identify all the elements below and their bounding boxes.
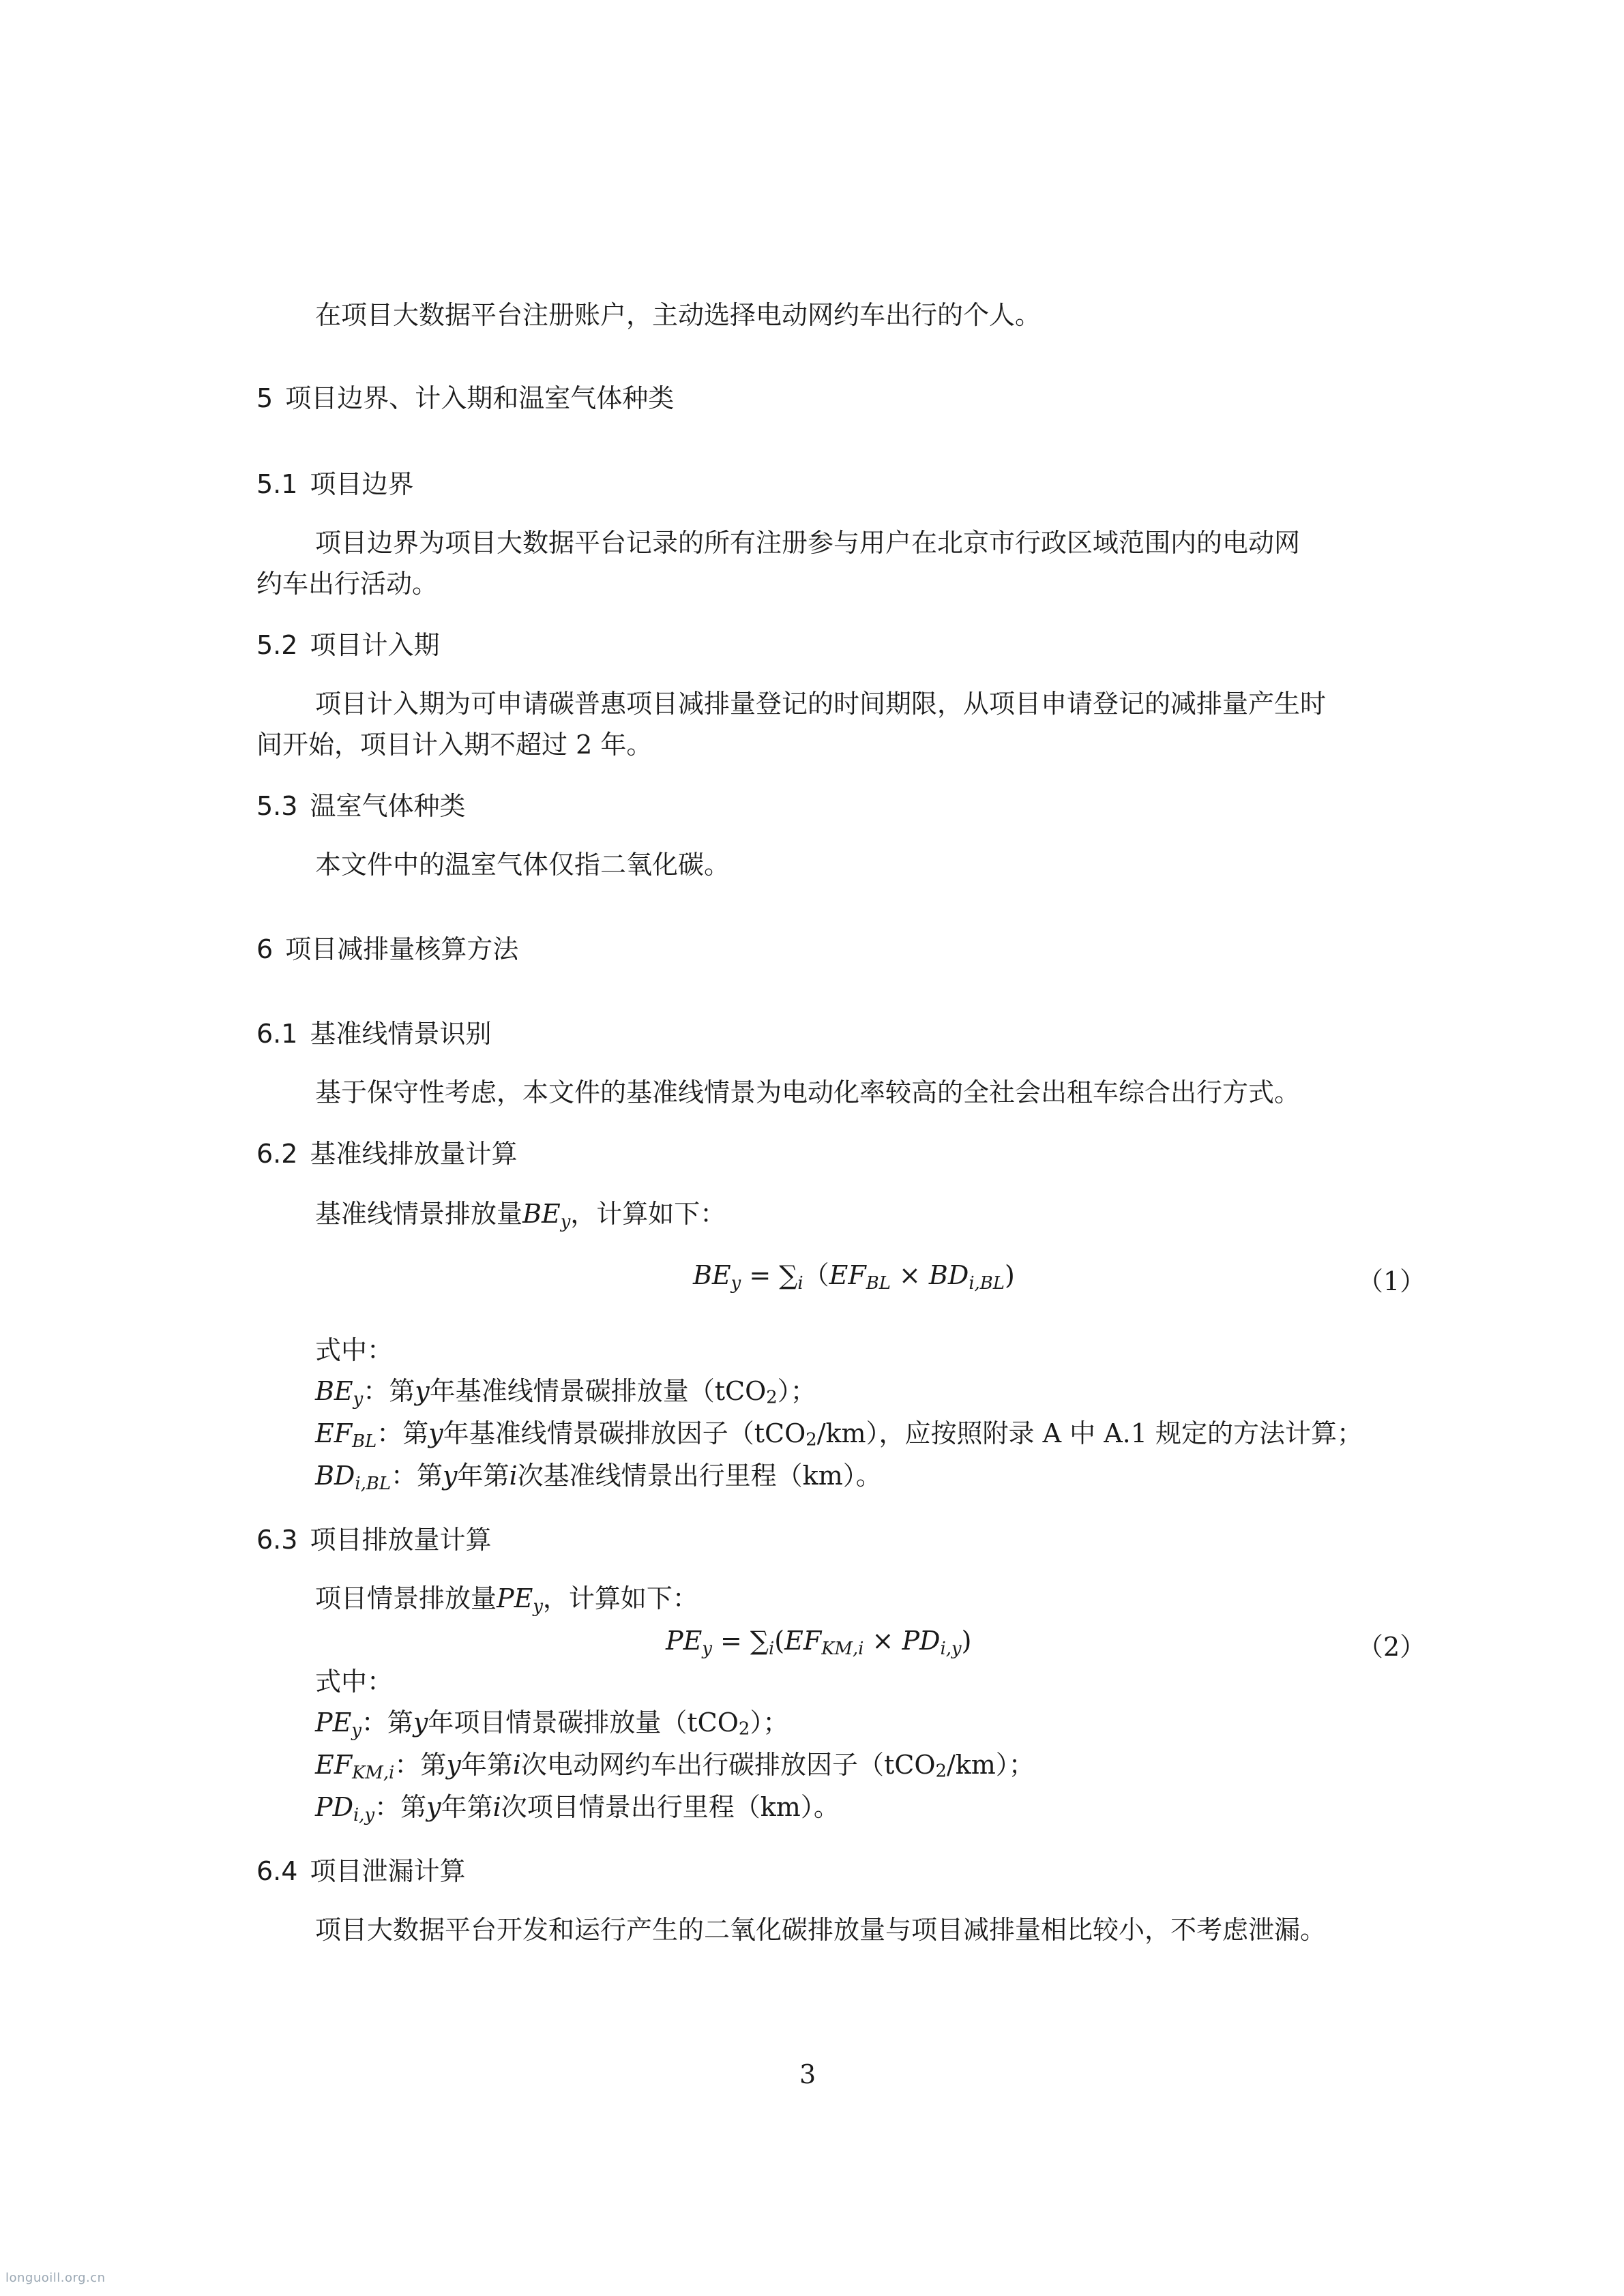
def-text: 年第	[457, 1461, 510, 1491]
eq-distance: PD	[902, 1626, 941, 1656]
def-variable: BD	[315, 1461, 355, 1491]
eq-distance-sub: i,y	[940, 1639, 962, 1660]
def-y: y	[446, 1750, 461, 1780]
section-title: 项目减排量核算方法	[285, 934, 519, 964]
def-variable: EF	[315, 1750, 353, 1780]
def-i: i	[492, 1792, 501, 1822]
section-5-heading	[256, 383, 674, 415]
eq-factor-sub: KM,i	[821, 1639, 864, 1660]
def-y: y	[443, 1461, 458, 1491]
eq-factor: EF	[784, 1626, 822, 1656]
section-number: 5.2	[256, 630, 298, 660]
equation-2	[666, 1626, 972, 1660]
def-text: 次基准线情景出行里程（km）。	[517, 1461, 882, 1491]
section-6-4-heading	[256, 1856, 465, 1888]
def-text: ：第	[391, 1461, 443, 1491]
eq-lhs-sub: y	[702, 1639, 712, 1660]
eq-distance-sub: i,BL	[969, 1273, 1005, 1294]
section-title: 项目排放量计算	[310, 1525, 492, 1555]
def-text: ：第	[363, 1376, 415, 1406]
def-subscript: KM,i	[352, 1763, 395, 1784]
eq-lhs: PE	[666, 1626, 703, 1656]
def-variable: PE	[315, 1708, 352, 1738]
eq-lhs-sub: y	[730, 1273, 741, 1294]
def-text: ：第	[377, 1418, 429, 1448]
def-text: 年项目情景碳排放量（tCO	[428, 1708, 739, 1738]
co2-subscript: 2	[806, 1429, 817, 1450]
section-title: 基准线排放量计算	[310, 1139, 518, 1169]
def-variable: BE	[315, 1376, 353, 1406]
def-text: 年基准线情景碳排放量（tCO	[429, 1376, 767, 1406]
section-number: 6.1	[256, 1019, 298, 1049]
def-y: y	[415, 1376, 430, 1406]
def-text: /km），应按照附录 A 中 A.1 规定的方法计算；	[816, 1418, 1363, 1448]
definition-be	[315, 1376, 816, 1410]
section-title: 项目泄漏计算	[310, 1856, 466, 1886]
section-5-1-heading	[256, 469, 413, 501]
section-5-1-line-2: 约车出行活动。	[256, 569, 439, 599]
definition-pe	[315, 1708, 789, 1742]
section-5-3-heading	[256, 791, 465, 822]
section-title: 温室气体种类	[310, 791, 466, 821]
equation-1	[693, 1260, 1015, 1292]
definition-bd	[315, 1461, 882, 1495]
def-text: 年基准线情景碳排放因子（tCO	[443, 1418, 806, 1448]
def-text: 年第	[460, 1750, 513, 1780]
project-intro	[315, 1583, 698, 1615]
eq-sum: = ∑	[741, 1260, 798, 1290]
def-y: y	[426, 1792, 441, 1822]
eq-paren: （	[803, 1260, 829, 1290]
definition-ef-km	[315, 1750, 1035, 1784]
def-subscript: i,BL	[355, 1474, 392, 1495]
intro-paragraph: 在项目大数据平台注册账户，主动选择电动网约车出行的个人。	[315, 300, 1042, 330]
section-number: 5	[256, 383, 274, 413]
equation-2-number: （2）	[1357, 1632, 1426, 1662]
def-text: ）；	[777, 1376, 816, 1406]
definition-pd	[315, 1792, 840, 1826]
section-5-2-line-2: 间开始，项目计入期不超过 2 年。	[256, 730, 653, 760]
eq-factor-sub: BL	[866, 1273, 891, 1294]
intro-text: ，计算如下：	[542, 1583, 698, 1613]
equation-1-where: 式中：	[315, 1335, 394, 1365]
eq-paren: (	[774, 1626, 785, 1656]
intro-text: 项目情景排放量	[315, 1583, 497, 1613]
section-6-4-line-1: 项目大数据平台开发和运行产生的二氧化碳排放量与项目减排量相比较小，不考虑泄漏。	[315, 1915, 1327, 1945]
variable: BE	[522, 1199, 561, 1229]
intro-text: 基准线情景排放量	[315, 1199, 523, 1229]
section-6-2-heading	[256, 1139, 517, 1170]
section-5-1-line-1: 项目边界为项目大数据平台记录的所有注册参与用户在北京市行政区域范围内的电动网	[315, 528, 1301, 558]
eq-times: ×	[863, 1626, 902, 1656]
def-text: ：第	[361, 1708, 413, 1738]
co2-subscript: 2	[738, 1718, 750, 1740]
section-6-heading	[256, 934, 518, 966]
eq-sum-sub: i	[769, 1639, 775, 1660]
section-5-3-line-1: 本文件中的温室气体仅指二氧化碳。	[315, 850, 730, 880]
eq-sum: = ∑	[711, 1626, 769, 1656]
eq-distance: BD	[928, 1260, 969, 1290]
section-number: 6.4	[256, 1856, 298, 1886]
def-text: 年第	[441, 1792, 493, 1822]
variable-subscript: y	[533, 1596, 543, 1617]
variable-subscript: y	[560, 1212, 571, 1233]
intro-text: ，计算如下：	[570, 1199, 726, 1229]
def-text: ：第	[374, 1792, 427, 1822]
def-subscript: y	[351, 1720, 361, 1742]
section-6-1-line-1: 基于保守性考虑，本文件的基准线情景为电动化率较高的全社会出租车综合出行方式。	[315, 1077, 1301, 1107]
co2-subscript: 2	[766, 1387, 778, 1408]
equation-2-where: 式中：	[315, 1667, 394, 1697]
co2-subscript: 2	[935, 1761, 947, 1782]
equation-1-number: （1）	[1357, 1266, 1426, 1296]
variable: PE	[497, 1583, 533, 1613]
def-subscript: i,y	[353, 1805, 375, 1826]
baseline-intro	[315, 1199, 726, 1233]
source-watermark: longuoill.org.cn	[5, 2271, 106, 2285]
def-text: ）；	[750, 1708, 789, 1738]
section-title: 项目计入期	[310, 630, 440, 660]
def-y: y	[428, 1418, 443, 1448]
def-text: ：第	[394, 1750, 447, 1780]
def-subscript: BL	[352, 1431, 377, 1452]
eq-paren: )	[961, 1626, 972, 1656]
def-text: 次电动网约车出行碳排放因子（tCO	[520, 1750, 936, 1780]
section-number: 6.3	[256, 1525, 298, 1555]
eq-factor: EF	[829, 1260, 866, 1290]
section-number: 5.1	[256, 469, 298, 499]
eq-times: ×	[890, 1260, 929, 1290]
def-y: y	[413, 1708, 428, 1738]
section-title: 基准线情景识别	[310, 1019, 492, 1049]
eq-paren: )	[1004, 1260, 1015, 1290]
section-number: 5.3	[256, 791, 298, 821]
section-number: 6	[256, 934, 274, 964]
def-variable: EF	[315, 1418, 353, 1448]
section-number: 6.2	[256, 1139, 298, 1169]
def-text: 次项目情景出行里程（km）。	[501, 1792, 840, 1822]
def-variable: PD	[315, 1792, 354, 1822]
section-6-3-heading	[256, 1525, 491, 1556]
section-5-2-heading	[256, 630, 439, 661]
def-subscript: y	[353, 1389, 364, 1410]
section-title: 项目边界	[310, 469, 414, 499]
section-title: 项目边界、计入期和温室气体种类	[285, 383, 675, 413]
section-5-2-line-1: 项目计入期为可申请碳普惠项目减排量登记的时间期限，从项目申请登记的减排量产生时	[315, 689, 1327, 719]
page-number: 3	[799, 2059, 816, 2089]
eq-sum-sub: i	[797, 1273, 803, 1294]
section-6-1-heading	[256, 1019, 491, 1050]
def-i: i	[509, 1461, 518, 1491]
definition-ef-bl	[315, 1418, 1363, 1450]
eq-lhs: BE	[693, 1260, 731, 1290]
def-i: i	[512, 1750, 521, 1780]
def-text: /km）；	[946, 1750, 1035, 1780]
